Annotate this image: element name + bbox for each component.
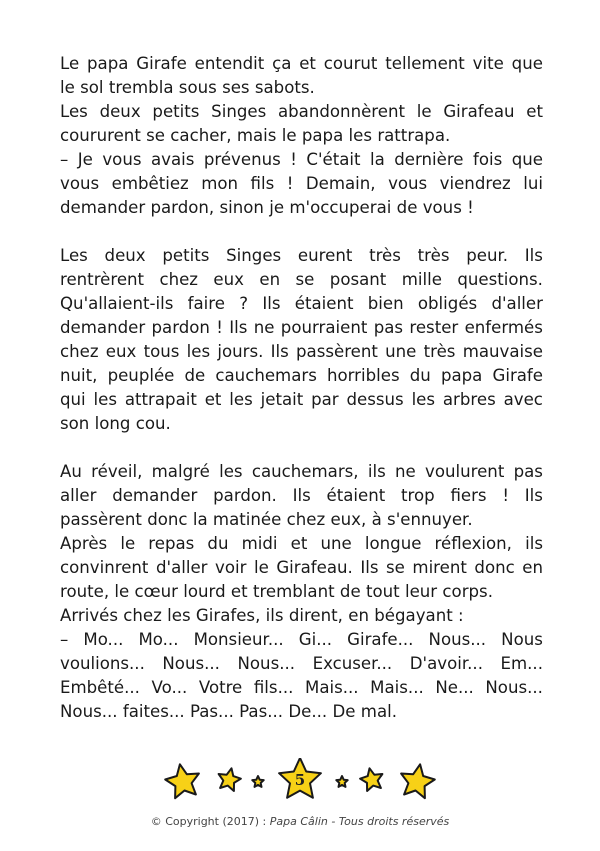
text-line: coururent se cacher, mais le papa les rattrapa. [60, 126, 451, 145]
star-icon [252, 776, 263, 787]
text-line: convinrent d'aller voir le Girafeau. Ils se mirent donc en [60, 558, 543, 577]
star-icon [219, 768, 241, 791]
text-line: Après le repas du midi et une longue réflexion, ils [60, 534, 543, 553]
paragraph [60, 244, 543, 436]
page-number: 5 [294, 771, 306, 789]
text-line: Qu'allaient-ils faire ? Ils étaient bien obligés d'aller [60, 294, 543, 313]
text-line: nuit, peuplée de cauchemars horribles du papa Girafe [60, 366, 543, 385]
copyright-prefix: © Copyright (2017) : [150, 815, 267, 828]
text-line: qui les attrapait et les jetait par dessus les arbres avec [60, 390, 543, 409]
text-line: – Je vous avais prévenus ! C'était la dernière fois que [60, 150, 543, 169]
star-icon [336, 776, 347, 787]
copyright-notice [0, 815, 600, 828]
text-line: Nous... faites... Pas... Pas... De... De mal. [60, 702, 397, 721]
text-line: Les deux petits Singes eurent très très peur. Ils [60, 246, 543, 265]
star-icon [165, 764, 199, 798]
text-line: – Mo... Mo... Monsieur... Gi... Girafe... Nous... Nous [60, 630, 543, 649]
star-icon [360, 768, 382, 791]
text-line: voulions... Nous... Nous... Excuser... D'avoir... Em... [60, 654, 543, 673]
story-text [60, 52, 543, 748]
text-line: aller demander pardon. Ils étaient trop fiers ! Ils [60, 486, 543, 505]
text-line: le sol trembla sous ses sabots. [60, 78, 315, 97]
text-line: Arrivés chez les Girafes, ils dirent, en bégayant : [60, 606, 464, 625]
paragraph [60, 52, 543, 220]
copyright-text: Papa Câlin - Tous droits réservés [269, 815, 450, 828]
text-line: demander pardon, sinon je m'occuperai de vous ! [60, 198, 474, 217]
text-line: route, le cœur lourd et tremblant de tout leur corps. [60, 582, 493, 601]
text-line: demander pardon ! Ils ne pourraient pas rester enfermés [60, 318, 543, 337]
text-line: Au réveil, malgré les cauchemars, ils ne voulurent pas [60, 462, 543, 481]
text-line: passèrent donc la matinée chez eux, à s'ennuyer. [60, 510, 473, 529]
text-line: son long cou. [60, 414, 171, 433]
text-line: chez eux tous les jours. Ils passèrent une très mauvaise [60, 342, 543, 361]
text-line: rentrèrent chez eux en se posant mille questions. [60, 270, 543, 289]
star-icon [401, 764, 435, 798]
text-line: Le papa Girafe entendit ça et courut tellement vite que [60, 54, 543, 73]
paragraph [60, 460, 543, 724]
text-line: vous embêtiez mon fils ! Demain, vous viendrez lui [60, 174, 543, 193]
text-line: Embêté... Vo... Votre fils... Mais... Mais... Ne... Nous... [60, 678, 543, 697]
text-line: Les deux petits Singes abandonnèrent le Girafeau et [60, 102, 543, 121]
